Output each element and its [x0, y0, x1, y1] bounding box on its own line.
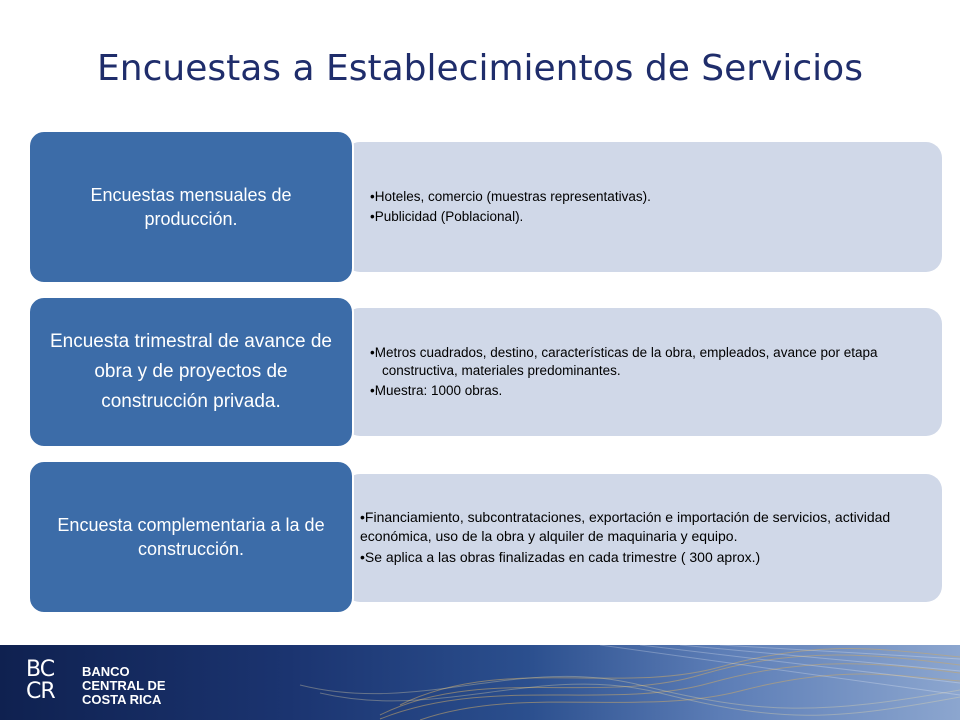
detail-bullet: •Metros cuadrados, destino, características de la obra, empleados, avance por etapa constructiva, materiales predominantes.: [370, 345, 878, 378]
detail-bullet: •Financiamiento, subcontrataciones, exportación e importación de servicios, actividad económica, uso de la obra y alquiler de maquinaria y equipo.: [360, 508, 891, 544]
survey-row-monthly: [28, 130, 942, 284]
survey-heading: Encuestas mensuales de producción.: [90, 185, 292, 229]
detail-list: [370, 130, 924, 284]
detail-list: [370, 296, 924, 448]
slide-title: Encuestas a Establecimientos de Servicios: [97, 48, 863, 89]
survey-heading: Encuesta trimestral de avance de obra y de proyectos de construcción privada.: [50, 331, 332, 412]
survey-heading-box: [28, 296, 354, 448]
survey-heading: Encuesta complementaria a la de construcción.: [57, 515, 325, 559]
detail-bullet: •Hoteles, comercio (muestras representativas).: [370, 189, 651, 204]
logo-wordmark: BANCO CENTRAL DE COSTA RICA: [82, 664, 166, 707]
survey-heading-box: [28, 460, 354, 614]
detail-bullet: •Publicidad (Poblacional).: [370, 209, 524, 224]
survey-row-complementary: [28, 460, 942, 614]
logo-monogram: BC CR: [26, 657, 55, 704]
survey-heading-box: [28, 130, 354, 284]
detail-list: [360, 460, 924, 614]
bccr-logo: [26, 659, 186, 711]
detail-bullet: •Se aplica a las obras finalizadas en cada trimestre ( 300 aprox.): [360, 548, 761, 565]
detail-bullet: •Muestra: 1000 obras.: [370, 383, 503, 398]
footer-banner: [0, 645, 960, 720]
survey-row-quarterly: [28, 296, 942, 448]
